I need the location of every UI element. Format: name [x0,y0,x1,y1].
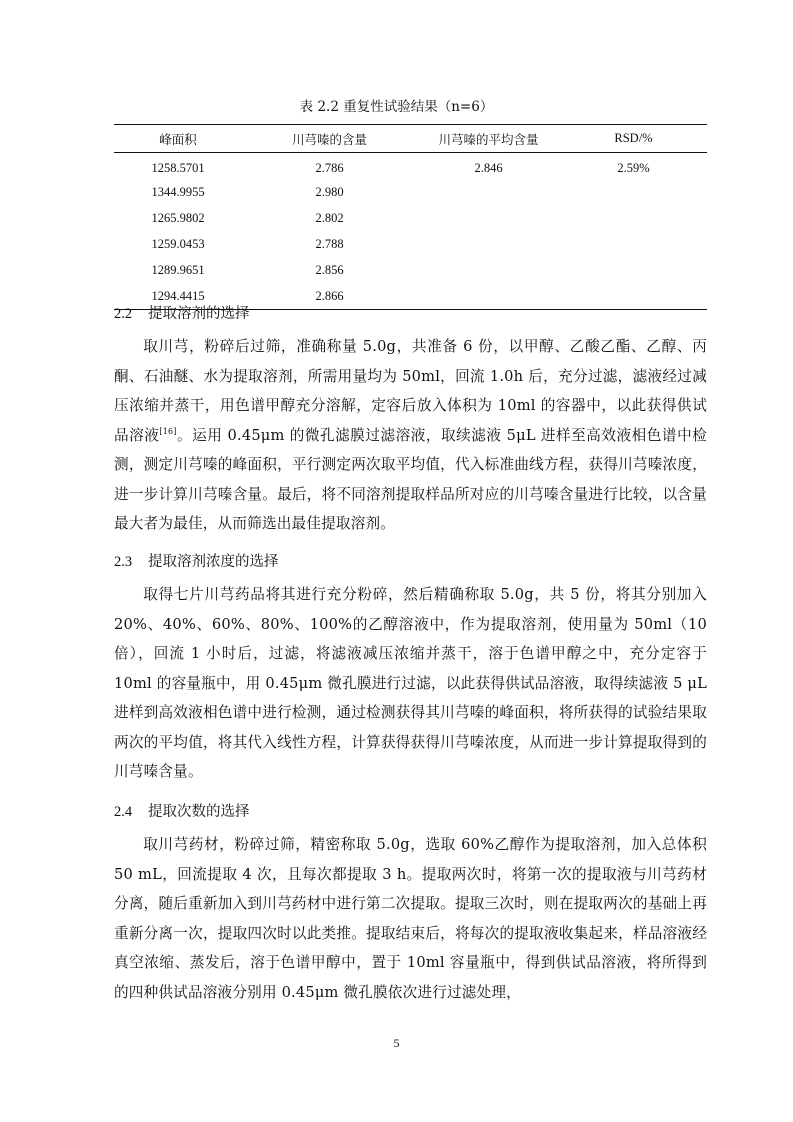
section-title: 提取溶剂浓度的选择 [148,554,279,570]
cell-peak-area: 1344.9955 [151,184,205,199]
cell-average-content [417,179,560,205]
section-paragraph: 取川芎药材，粉碎过筛，精密称取 5.0g，选取 60%乙醇作为提取溶剂，加入总体积 50 mL，回流提取 4 次，且每次都提取 3 h。提取两次时，将第一次的提取液与川芎药材分离，随后重新加入到川芎药材中进行第二次提取。提取三次时，则在提取两次的基础上再重新分离一次，提取四次时以此类推。提取结束后，将每次的提取液收集起来，样品溶液经真空浓缩、蒸发后，溶于色谱甲醇中，置于 10ml 容量瓶中，得到供试品溶液，将所得到的四种供试品溶液分别用 0.45μm 微孔膜依次进行过滤处理， [114,836,707,1001]
table-row [114,257,707,283]
cell-rsd [560,257,707,283]
paragraph-text: 。运用 0.45μm 的微孔滤膜过滤溶液，取续滤液 5μL 进样至高效液相色谱中检测，测定川芎嗪的峰面积，平行测定两次取平均值，代入标准曲线方程，获得川芎嗪浓度，进一步计算川芎嗪含量。最后，将不同溶剂提取样品所对应的川芎嗪含量进行比较，以含量最大者为最佳，从而筛选出最佳提取溶剂。 [114,426,707,532]
section-heading [114,802,707,822]
header-average-content: 川芎嗪的平均含量 [417,125,560,153]
section-2-4 [114,802,707,1007]
table-row [114,179,707,205]
header-rsd: RSD/% [560,125,707,153]
table-header-row [114,125,707,153]
cell-peak-area: 1258.5701 [151,160,205,175]
table-row [114,205,707,231]
cell-rsd [560,205,707,231]
section-2-3 [114,552,707,787]
cell-average-content [417,205,560,231]
cell-rsd [560,179,707,205]
cell-rsd: 2.59% [617,160,650,175]
section-heading [114,304,707,324]
table-row [114,231,707,257]
cell-rsd [560,231,707,257]
header-peak-area: 峰面积 [114,125,242,153]
section-paragraph [114,332,707,539]
cell-average-content [417,231,560,257]
cell-peak-area: 1289.9651 [151,262,205,277]
section-number: 2.4 [114,804,133,820]
cell-peak-area: 1294.4415 [114,283,242,310]
table-caption: 表 2.2 重复性试验结果（n=6） [299,99,494,115]
section-number: 2.3 [114,554,133,570]
cell-content: 2.788 [315,236,344,251]
header-content: 川芎嗪的含量 [242,125,417,153]
cell-average-content: 2.846 [474,160,503,175]
section-number: 2.2 [114,306,133,322]
section-heading [114,552,707,572]
cell-content: 2.866 [242,283,417,310]
table-row [114,153,707,180]
cell-content: 2.856 [315,262,344,277]
cell-peak-area: 1265.9802 [151,210,205,225]
page-number: 5 [393,1036,400,1050]
section-paragraph: 取得七片川芎药品将其进行充分粉碎，然后精确称取 5.0g，共 5 份，将其分别加入 20%、40%、60%、80%、100%的乙醇溶液中，作为提取溶剂，使用量为 50ml（10 倍），回流 1 小时后，过滤，将滤液减压浓缩并蒸干，溶于色谱甲醇之中，充分定容于 10ml 的容量瓶中，用 0.45μm 微孔膜进行过滤，以此获得供试品溶液，取得续滤液 5 μL 进样到高效液相色谱中进行检测，通过检测获得其川芎嗪的峰面积，将所获得的试验结果取两次的平均值，将其代入线性方程，计算获得获得川芎嗪浓度，从而进一步计算提取得到的川芎嗪含量。 [114,586,707,780]
repeatability-table [114,124,707,310]
cell-content: 2.980 [315,184,344,199]
paragraph-text: 取川芎，粉碎后过筛，准确称量 5.0g，共准备 6 份，以甲醇、乙酸乙酯、乙醇、丙酮、石油醚、水为提取溶剂，所需用量均为 50ml，回流 1.0h 后，充分过滤，滤液经过减压浓缩并蒸干，用色谱甲醇充分溶解，定容后放入体积为 10ml 的容器中，以此获得供试品溶液 [114,338,707,444]
cell-content: 2.802 [315,210,344,225]
section-title: 提取溶剂的选择 [148,306,250,322]
cell-average-content [417,257,560,283]
section-2-2 [114,304,707,539]
cell-content: 2.786 [315,160,344,175]
cell-peak-area: 1259.0453 [151,236,205,251]
citation-ref: [16] [159,426,177,436]
section-title: 提取次数的选择 [148,804,250,820]
